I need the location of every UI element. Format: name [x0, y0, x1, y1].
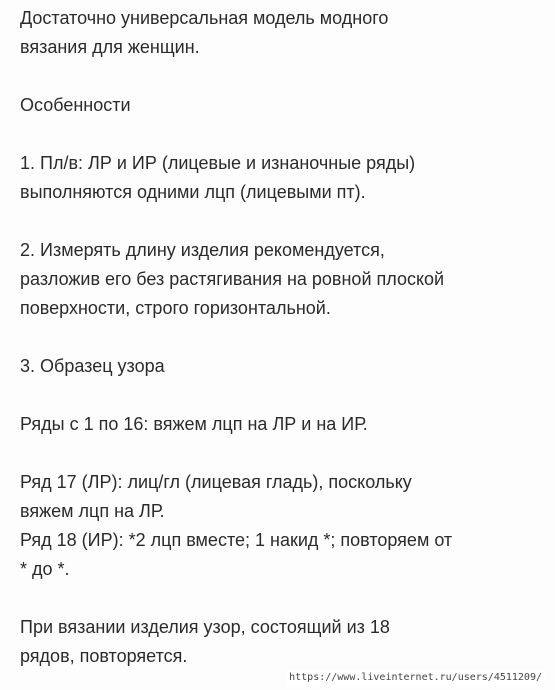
paragraph-gap	[20, 62, 540, 91]
source-watermark: https://www.liveinternet.ru/users/4511209/	[286, 670, 545, 686]
paragraph-gap	[20, 439, 540, 468]
paragraph-gap	[20, 207, 540, 236]
text-line: Достаточно универсальная модель модного	[20, 8, 389, 28]
rows-1-16-paragraph	[20, 410, 540, 439]
text-line: поверхности, строго горизонтальной.	[20, 298, 331, 318]
text-line: рядов, повторяется.	[20, 646, 188, 666]
item-2-paragraph	[20, 236, 540, 323]
text-line: разложив его без растягивания на ровной плоской	[20, 269, 445, 289]
paragraph-gap	[20, 584, 540, 613]
text-line: 3. Образец узора	[20, 356, 165, 376]
intro-paragraph	[20, 4, 540, 62]
text-line: 1. Пл/в: ЛР и ИР (лицевые и изнаночные ряды)	[20, 153, 416, 173]
document-text	[20, 4, 540, 671]
text-line: Ряды с 1 по 16: вяжем лцп на ЛР и на ИР.	[20, 414, 368, 434]
rows-17-18-paragraph	[20, 468, 540, 584]
text-line: * до *.	[20, 559, 70, 579]
repeat-paragraph	[20, 613, 540, 671]
section-heading	[20, 91, 540, 120]
text-line: 2. Измерять длину изделия рекомендуется,	[20, 240, 385, 260]
text-line: Ряд 18 (ИР): *2 лцп вместе; 1 накид *; повторяем от	[20, 530, 453, 550]
text-line: вязания для женщин.	[20, 37, 200, 57]
item-1-paragraph	[20, 149, 540, 207]
text-line: выполняются одними лцп (лицевыми пт).	[20, 182, 366, 202]
item-3-heading	[20, 352, 540, 381]
paragraph-gap	[20, 323, 540, 352]
text-line: Ряд 17 (ЛР): лиц/гл (лицевая гладь), поскольку	[20, 472, 412, 492]
text-line: Особенности	[20, 95, 131, 115]
paragraph-gap	[20, 120, 540, 149]
paragraph-gap	[20, 381, 540, 410]
text-line: вяжем лцп на ЛР.	[20, 501, 165, 521]
text-line: При вязании изделия узор, состоящий из 18	[20, 617, 390, 637]
